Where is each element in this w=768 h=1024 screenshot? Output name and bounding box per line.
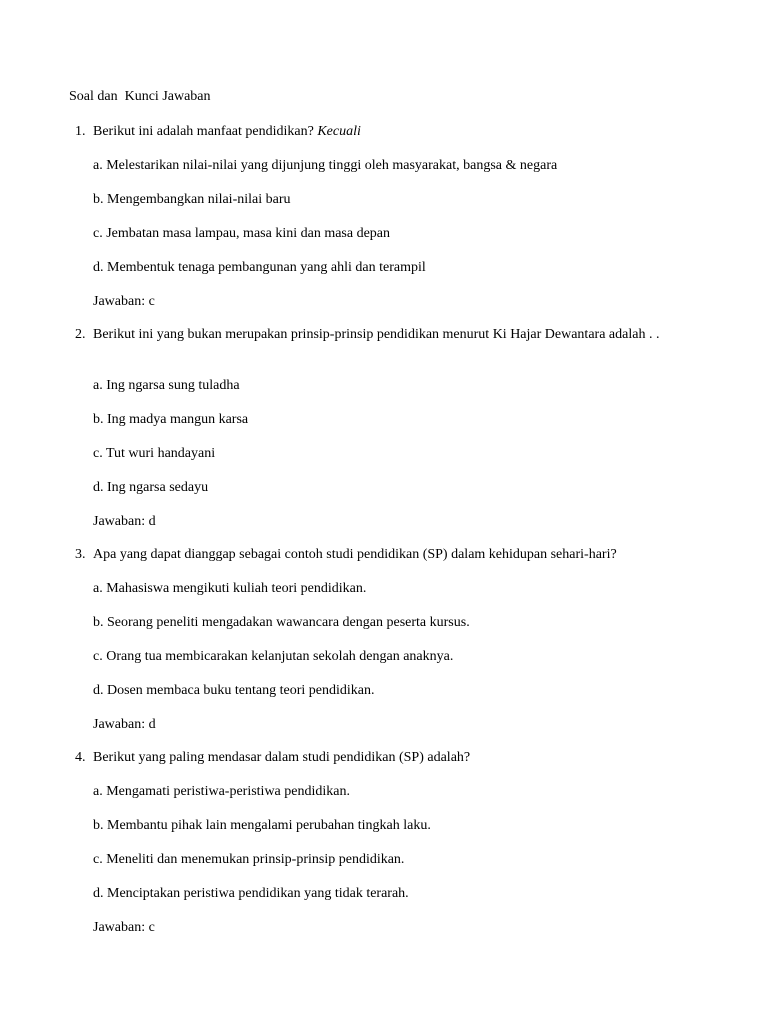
answer-key: Jawaban: c: [93, 294, 155, 309]
question-text: Berikut ini yang bukan merupakan prinsip-prinsip pendidikan menurut Ki Hajar Dewantara adalah . .: [93, 327, 660, 342]
question-number: 4.: [75, 750, 86, 765]
option-d: d. Dosen membaca buku tentang teori pendidikan.: [93, 683, 375, 698]
option-c: c. Orang tua membicarakan kelanjutan sekolah dengan anaknya.: [93, 649, 454, 664]
document-title: Soal dan Kunci Jawaban: [69, 89, 211, 104]
question-text: Apa yang dapat dianggap sebagai contoh studi pendidikan (SP) dalam kehidupan sehari-hari?: [93, 547, 617, 562]
option-a: a. Mahasiswa mengikuti kuliah teori pendidikan.: [93, 581, 367, 596]
option-a: a. Mengamati peristiwa-peristiwa pendidikan.: [93, 784, 350, 799]
option-b: b. Seorang peneliti mengadakan wawancara dengan peserta kursus.: [93, 615, 470, 630]
option-b: b. Membantu pihak lain mengalami perubahan tingkah laku.: [93, 818, 431, 833]
option-b: b. Ing madya mangun karsa: [93, 412, 249, 427]
answer-key: Jawaban: d: [93, 717, 156, 732]
option-c: c. Meneliti dan menemukan prinsip-prinsip pendidikan.: [93, 852, 405, 867]
option-d: d. Menciptakan peristiwa pendidikan yang tidak terarah.: [93, 886, 409, 901]
question-text-emphasis: Kecuali: [317, 124, 361, 139]
question-number: 2.: [75, 327, 86, 342]
answer-key: Jawaban: d: [93, 514, 156, 529]
option-a: a. Ing ngarsa sung tuladha: [93, 378, 240, 393]
answer-key: Jawaban: c: [93, 920, 155, 935]
option-b: b. Mengembangkan nilai-nilai baru: [93, 192, 291, 207]
question-text-main: Berikut ini adalah manfaat pendidikan?: [93, 124, 314, 139]
option-d: d. Membentuk tenaga pembangunan yang ahli dan terampil: [93, 260, 426, 275]
question-text: [93, 123, 703, 141]
option-d: d. Ing ngarsa sedayu: [93, 480, 209, 495]
option-a: a. Melestarikan nilai-nilai yang dijunjung tinggi oleh masyarakat, bangsa & negara: [93, 158, 558, 173]
option-c: c. Jembatan masa lampau, masa kini dan masa depan: [93, 226, 391, 241]
question-number: 1.: [75, 124, 86, 139]
option-c: c. Tut wuri handayani: [93, 446, 216, 461]
question-number: 3.: [75, 547, 86, 562]
question-text: Berikut yang paling mendasar dalam studi pendidikan (SP) adalah?: [93, 750, 471, 765]
